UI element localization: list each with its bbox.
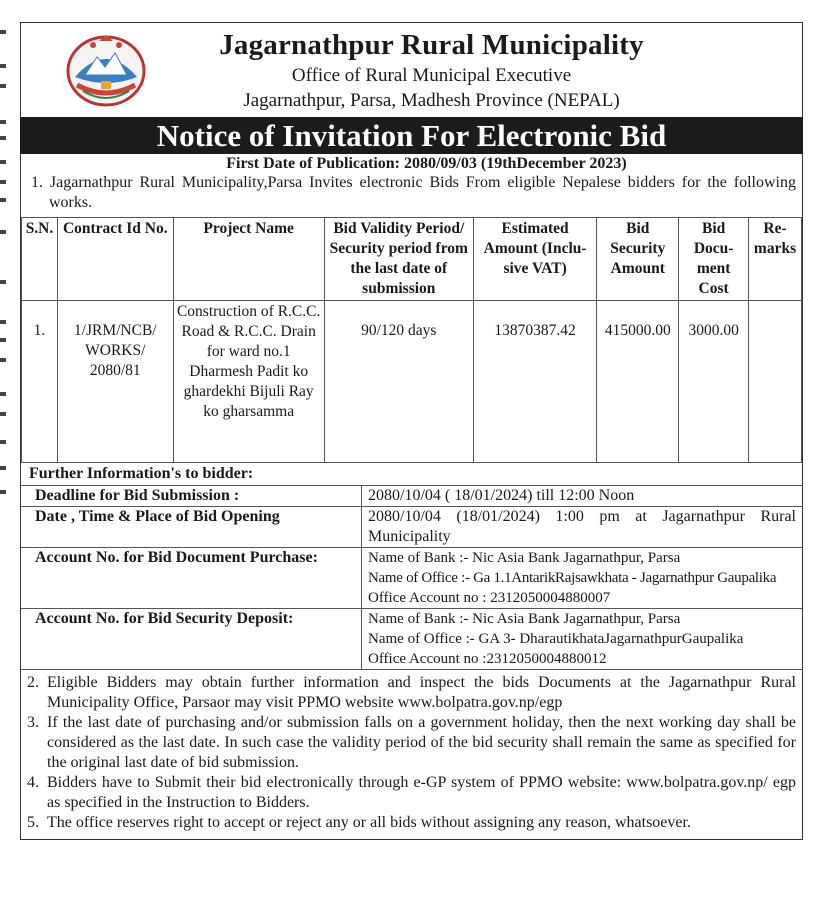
col-header-doc-cost: Bid Docu-ment Cost <box>679 218 749 301</box>
cell-sn: 1. <box>22 301 58 463</box>
note-text: Eligible Bidders may obtain further information and inspect the bids Documents at the Jagarnathpur Rural Municipality Office, Parsaor may visit PPMO website www.bolpatra.gov.np/egp <box>47 674 796 711</box>
info-row-security-account <box>21 609 802 670</box>
table-header-row <box>22 218 802 301</box>
further-info-title: Further Information's to bidder: <box>21 463 802 486</box>
cell-contract-id: 1/JRM/NCB/ WORKS/ 2080/81 <box>57 301 173 463</box>
cell-bid-security: 415000.00 <box>597 301 679 463</box>
purchase-account-number: Office Account no : 2312050004880007 <box>368 590 611 606</box>
bid-notice <box>20 22 803 840</box>
col-header-estimated-amount: Estimated Amount (Inclu-sive VAT) <box>473 218 597 301</box>
cell-project-name: Construction of R.C.C. Road & R.C.C. Drain for ward no.1 Dharmesh Padit ko ghardekhi Bijuli Ray ko gharsamma <box>173 301 324 463</box>
notes-list <box>21 673 802 833</box>
col-header-validity: Bid Validity Period/ Security period from the last date of submission <box>324 218 473 301</box>
col-header-project-name: Project Name <box>173 218 324 301</box>
table-row <box>22 301 802 463</box>
list-item <box>21 813 796 833</box>
cell-validity: 90/120 days <box>324 301 473 463</box>
deadline-value: 2080/10/04 ( 18/01/2024) till 12:00 Noon <box>362 486 803 507</box>
col-header-bid-security: Bid Security Amount <box>597 218 679 301</box>
note-number: 4. <box>27 774 39 791</box>
info-row-opening <box>21 507 802 548</box>
opening-label: Date , Time & Place of Bid Opening <box>21 507 362 548</box>
cell-remarks <box>749 301 802 463</box>
security-account-number: Office Account no :2312050004880012 <box>368 651 607 667</box>
security-account-details <box>362 609 803 670</box>
office-name: Office of Rural Municipal Executive <box>291 65 572 86</box>
notice-header <box>21 23 802 117</box>
further-info-table <box>21 486 802 670</box>
cell-estimated-amount: 13870387.42 <box>473 301 597 463</box>
organization-address: Jagarnathpur, Parsa, Madhesh Province (NEPAL) <box>243 90 620 111</box>
publication-date: First Date of Publication: 2080/09/03 (19thDecember 2023) <box>226 155 627 172</box>
info-row-purchase-account <box>21 548 802 609</box>
security-account-label: Account No. for Bid Security Deposit: <box>21 609 362 670</box>
works-table <box>21 217 802 463</box>
security-office-name: Name of Office :- GA 3- DharautikhataJagarnathpurGaupalika <box>368 631 744 647</box>
notice-title: Notice of Invitation For Electronic Bid <box>20 117 803 154</box>
opening-value: 2080/10/04 (18/01/2024) 1:00 pm at Jagarnathpur Rural Municipality <box>362 507 803 548</box>
intro-number: 1. <box>31 174 43 191</box>
col-header-remarks: Re-marks <box>749 218 802 301</box>
cell-doc-cost: 3000.00 <box>679 301 749 463</box>
purchase-bank-name: Name of Bank :- Nic Asia Bank Jagarnathpur, Parsa <box>368 550 681 566</box>
purchase-account-label: Account No. for Bid Document Purchase: <box>21 548 362 609</box>
adjacent-column-edge <box>0 20 8 500</box>
note-number: 5. <box>27 814 39 831</box>
deadline-label: Deadline for Bid Submission : <box>21 486 362 507</box>
cropped-header-strip <box>200 0 800 8</box>
note-number: 2. <box>27 674 39 691</box>
col-header-contract-id: Contract Id No. <box>57 218 173 301</box>
security-bank-name: Name of Bank :- Nic Asia Bank Jagarnathpur, Parsa <box>368 611 681 627</box>
note-text: The office reserves right to accept or reject any or all bids without assigning any reason, whatsoever. <box>47 814 691 831</box>
organization-name: Jagarnathpur Rural Municipality <box>219 29 644 61</box>
intro-text: Jagarnathpur Rural Municipality,Parsa Invites electronic Bids From eligible Nepalese bidders for the following works. <box>49 174 796 211</box>
col-header-sn: S.N. <box>22 218 58 301</box>
info-row-deadline <box>21 486 802 507</box>
note-text: Bidders have to Submit their bid electronically through e-GP system of PPMO website: www.bolpatra.gov.np/ egp as specified in the Instruction to Bidders. <box>47 774 796 811</box>
list-item <box>21 773 796 813</box>
list-item <box>21 673 796 713</box>
note-number: 3. <box>27 714 39 731</box>
intro-paragraph <box>21 173 802 213</box>
purchase-account-details <box>362 548 803 609</box>
note-text: If the last date of purchasing and/or submission falls on a government holiday, then the next working day shall be considered as the last date. In such case the validity period of the bid security shall remain the same as specified for the original last date of bid submission. <box>47 714 796 771</box>
list-item <box>21 713 796 773</box>
purchase-office-name: Name of Office :- Ga 1.1AntarikRajsawkhata - Jagarnathpur Gaupalika <box>368 570 777 586</box>
